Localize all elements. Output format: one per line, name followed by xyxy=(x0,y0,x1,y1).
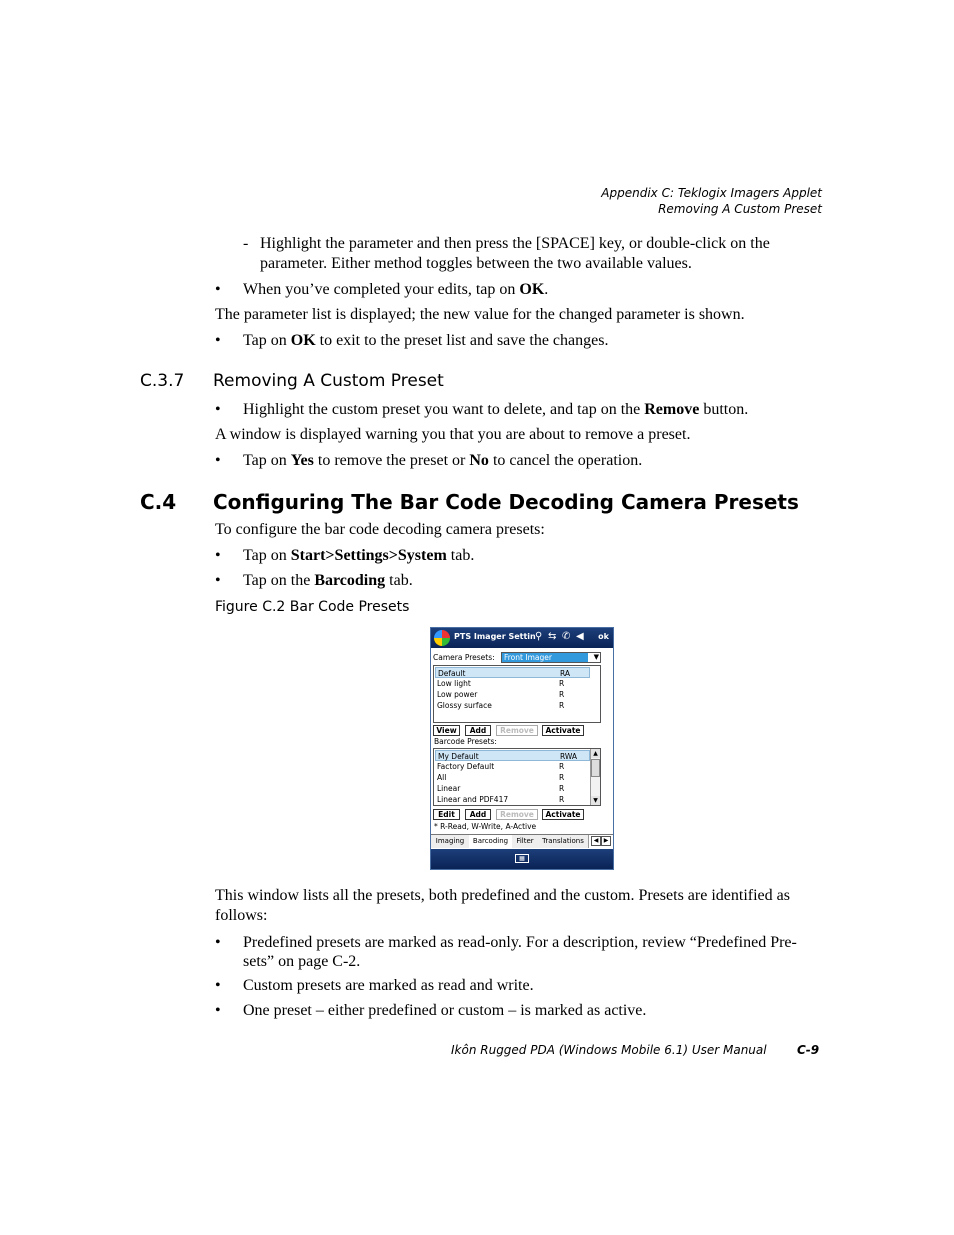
camera-presets-dropdown[interactable] xyxy=(501,652,601,663)
windows-start-icon[interactable] xyxy=(434,630,450,646)
list-item[interactable]: Low power R xyxy=(437,690,565,699)
bullet-marker: • xyxy=(215,1002,221,1019)
running-header-chapter: Appendix C: Teklogix Imagers Applet xyxy=(601,186,822,200)
footer-title: Ikôn Rugged PDA (Windows Mobile 6.1) User Manual xyxy=(451,1043,767,1057)
running-header-section: Removing A Custom Preset xyxy=(658,202,822,216)
intro-bullet-1: When you’ve completed your edits, tap on OK. xyxy=(243,281,549,298)
device-app-title: PTS Imager Settin xyxy=(454,632,536,641)
bullet-marker: • xyxy=(215,452,221,469)
tab-scroll-left-icon[interactable]: ◀ xyxy=(591,836,601,846)
list-item[interactable]: Factory Default R xyxy=(437,762,565,771)
page-number: C-9 xyxy=(797,1043,820,1057)
phone-icon: ✆ xyxy=(562,631,571,642)
list-item[interactable]: Low light R xyxy=(437,679,565,688)
scrollbar[interactable] xyxy=(590,749,600,805)
device-tab-bar xyxy=(431,834,613,849)
view-button[interactable]: View xyxy=(433,725,460,736)
dash-marker: - xyxy=(243,235,249,252)
closing-paragraph-line2: follows: xyxy=(215,907,268,924)
c4-bullet-2: Tap on the Barcoding tab. xyxy=(243,572,413,589)
barcode-presets-label: Barcode Presets: xyxy=(434,737,497,746)
bullet-marker: • xyxy=(215,547,221,564)
tab-scroll-right-icon[interactable]: ▶ xyxy=(601,836,611,846)
camera-presets-label: Camera Presets: xyxy=(433,653,495,662)
edit-button[interactable]: Edit xyxy=(433,809,460,820)
c37-bullet-2: Tap on Yes to remove the preset or No to cancel the operation. xyxy=(243,452,643,469)
bullet-marker: • xyxy=(215,401,221,418)
dash-item-line1: Highlight the parameter and then press the [SPACE] key, or double-click on the xyxy=(260,235,770,252)
figure-caption: Figure C.2 Bar Code Presets xyxy=(215,599,410,615)
dash-item-line2: parameter. Either method toggles between the two available values. xyxy=(260,255,692,272)
bullet-marker: • xyxy=(215,332,221,349)
connectivity-icon: ⇆ xyxy=(548,631,557,642)
intro-paragraph: The parameter list is displayed; the new value for the changed parameter is shown. xyxy=(215,306,745,323)
list-item[interactable]: Default RA xyxy=(435,667,590,678)
keyboard-icon[interactable]: ▦ xyxy=(515,854,529,863)
c4-bullet-1: Tap on Start>Settings>System tab. xyxy=(243,547,475,564)
scroll-down-icon[interactable]: ▼ xyxy=(591,796,600,805)
c37-paragraph: A window is displayed warning you that you are about to remove a preset. xyxy=(215,426,691,443)
tab-imaging[interactable]: Imaging xyxy=(431,835,470,848)
add-barcode-preset-button[interactable]: Add xyxy=(465,809,491,820)
bullet-marker: • xyxy=(215,281,221,298)
list-item[interactable]: Linear R xyxy=(437,784,565,793)
tab-barcoding[interactable]: Barcoding xyxy=(469,835,513,848)
bullet-marker: • xyxy=(215,572,221,589)
intro-bullet-2: Tap on OK to exit to the preset list and save the changes. xyxy=(243,332,609,349)
c4-paragraph: To configure the bar code decoding camera presets: xyxy=(215,521,545,538)
tab-translations[interactable]: Translations xyxy=(538,835,589,848)
chevron-down-icon: ▼ xyxy=(593,653,599,661)
c37-bullet-1: Highlight the custom preset you want to delete, and tap on the Remove button. xyxy=(243,401,749,418)
tab-filter[interactable]: Filter xyxy=(512,835,539,848)
volume-icon: ◀ xyxy=(576,631,584,642)
device-title-bar xyxy=(431,628,613,648)
scroll-thumb[interactable] xyxy=(591,759,600,777)
remove-barcode-preset-button[interactable]: Remove xyxy=(496,809,538,820)
closing-bullet-2: Custom presets are marked as read and write. xyxy=(243,977,534,994)
section-title-c37: Removing A Custom Preset xyxy=(213,371,444,391)
access-legend: * R-Read, W-Write, A-Active xyxy=(434,822,537,831)
list-item[interactable]: My Default RWA xyxy=(435,750,590,761)
section-number-c37: C.3.7 xyxy=(140,371,185,391)
closing-paragraph-line1: This window lists all the presets, both predefined and the custom. Presets are identified as xyxy=(215,887,790,904)
scroll-up-icon[interactable]: ▲ xyxy=(591,749,600,758)
list-item[interactable]: Linear and PDF417 R xyxy=(437,795,565,804)
bullet-marker: • xyxy=(215,934,221,951)
section-title-c4: Configuring The Bar Code Decoding Camera Presets xyxy=(213,490,799,514)
camera-presets-value: Front Imager xyxy=(502,653,588,662)
remove-camera-preset-button[interactable]: Remove xyxy=(496,725,538,736)
list-item[interactable]: All R xyxy=(437,773,565,782)
activate-barcode-preset-button[interactable]: Activate xyxy=(542,809,584,820)
camera-presets-list[interactable] xyxy=(433,665,601,723)
device-menu-bar xyxy=(431,849,613,869)
antenna-icon: ⚲ xyxy=(535,631,543,642)
closing-bullet-3: One preset – either predefined or custom – is marked as active. xyxy=(243,1002,647,1019)
device-ok-button[interactable]: ok xyxy=(598,632,609,641)
activate-camera-preset-button[interactable]: Activate xyxy=(542,725,584,736)
barcode-presets-list[interactable] xyxy=(433,748,601,806)
list-item[interactable]: Glossy surface R xyxy=(437,701,565,710)
closing-bullet-1-line2: sets” on page C-2. xyxy=(243,953,361,970)
add-camera-preset-button[interactable]: Add xyxy=(465,725,491,736)
bullet-marker: • xyxy=(215,977,221,994)
closing-bullet-1-line1: Predefined presets are marked as read-only. For a description, review “Predefined Pre- xyxy=(243,934,797,951)
section-number-c4: C.4 xyxy=(140,490,177,514)
device-screenshot xyxy=(430,627,614,870)
